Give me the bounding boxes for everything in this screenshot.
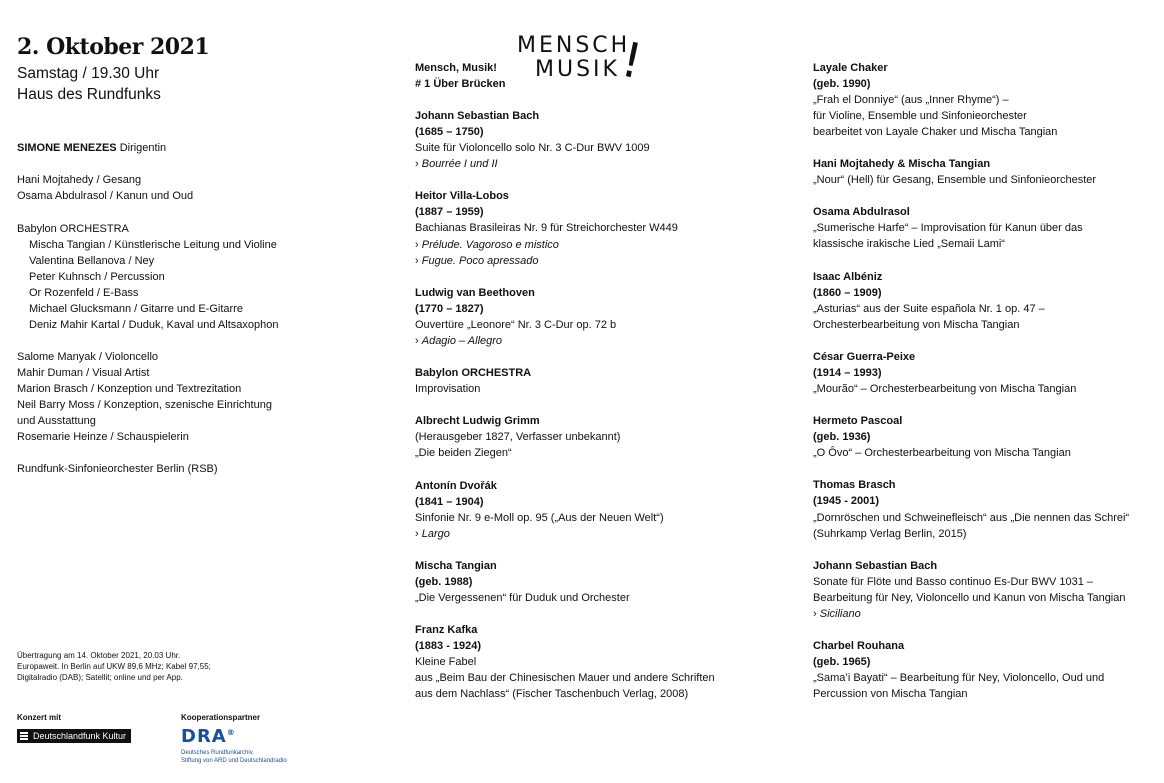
movement-line: › Fugue. Poco apressado [415,253,539,269]
broadcast-line: Europaweit. In Berlin auf UKW 89,6 MHz; Kabel 97,55; [17,662,211,671]
composer-dates: (1914 – 1993) [813,367,882,379]
work-line: „Dornröschen und Schweinefleisch“ aus „Die nennen das Schrei“ [813,512,1130,524]
concert-date: 2. Oktober 2021 [17,34,210,60]
work-line: für Violine, Ensemble und Sinfonieorchester [813,110,1027,122]
dra-logo: DRA® [181,726,236,747]
concert-time: Samstag / 19.30 Uhr [17,65,160,82]
work-line: „Sama’i Bayati“ – Bearbeitung für Ney, Violoncello, Oud und [813,672,1105,684]
ensemble-member: Mischa Tangian / Künstlerische Leitung und Violine [29,239,277,251]
composer-dates: (1945 - 2001) [813,495,880,507]
performer-line: Marion Brasch / Konzeption und Textrezitation [17,383,242,395]
composer-dates: (geb. 1965) [813,656,871,668]
work-line: Improvisation [415,383,481,395]
work-line: (Suhrkamp Verlag Berlin, 2015) [813,528,967,540]
work-line: „Mourão“ – Orchesterbearbeitung von Mischa Tangian [813,383,1077,395]
conductor-name: SIMONE MENEZES [17,142,117,154]
composer-name: Osama Abdulrasol [813,206,910,218]
conductor-line [17,140,166,156]
broadcast-line: Digitalradio (DAB); Satellit; online und per App. [17,673,183,682]
composer-dates: (1770 – 1827) [415,303,484,315]
performer-line: Mahir Duman / Visual Artist [17,367,150,379]
composer-dates: (geb. 1936) [813,431,871,443]
movement-line: › Largo [415,526,450,542]
work-line: „O Ôvo“ – Orchesterbearbeitung von Mischa Tangian [813,447,1071,459]
cooperation-label: Kooperationspartner [181,713,261,722]
composer-dates: (1860 – 1909) [813,287,882,299]
composer-name: Hani Mojtahedy & Mischa Tangian [813,158,991,170]
work-line: „Die Vergessenen“ für Duduk und Orchester [415,592,630,604]
composer-name: Isaac Albéniz [813,271,883,283]
ensemble-member: Valentina Bellanova / Ney [29,255,155,267]
work-line: „Nour“ (Hell) für Gesang, Ensemble und Sinfonieorchester [813,174,1097,186]
dra-text: Deutsches Rundfunkarchiv. Stiftung von ARD und Deutschlandradio [181,750,287,764]
composer-dates: (geb. 1988) [415,576,473,588]
composer-dates: (1883 - 1924) [415,640,482,652]
conductor-role: Dirigentin [119,142,167,154]
composer-dates: (geb. 1990) [813,78,871,90]
work-line: Bearbeitung für Ney, Violoncello und Kanun von Mischa Tangian [813,592,1126,604]
soloist-line: Osama Abdulrasol / Kanun und Oud [17,190,194,202]
composer-name: Ludwig van Beethoven [415,287,535,299]
composer-dates: (1841 – 1904) [415,496,484,508]
broadcast-line: Übertragung am 14. Oktober 2021, 20.03 Uhr. [17,651,181,660]
composer-name: Charbel Rouhana [813,640,905,652]
composer-name: Albrecht Ludwig Grimm [415,415,540,427]
movement-line: › Prélude. Vagoroso e mistico [415,237,559,253]
work-line: bearbeitet von Layale Chaker und Mischa Tangian [813,126,1058,138]
composer-name: Franz Kafka [415,624,478,636]
ensemble-member: Michael Glucksmann / Gitarre und E-Gitarre [29,303,243,315]
work-line: Orchesterbearbeitung von Mischa Tangian [813,319,1020,331]
performer-line: Salome Manyak / Violoncello [17,351,159,363]
partner1-label: Deutschlandfunk Kultur [33,731,127,741]
movement-line: › Adagio – Allegro [415,333,502,349]
composer-name: Johann Sebastian Bach [813,560,938,572]
soloist-line: Hani Mojtahedy / Gesang [17,174,142,186]
performer-line: Neil Barry Moss / Konzeption, szenische Einrichtung [17,399,272,411]
work-line: Suite für Violoncello solo Nr. 3 C-Dur BWV 1009 [415,142,650,154]
work-line: (Herausgeber 1827, Verfasser unbekannt) [415,431,621,443]
composer-name: Thomas Brasch [813,479,896,491]
mensch-musik-logo: MENSCH MUSIK [517,33,631,82]
ensemble-member: Deniz Mahir Kartal / Duduk, Kaval und Altsaxophon [29,319,279,331]
composer-dates: (1887 – 1959) [415,206,484,218]
concert-with-label: Konzert mit [17,713,61,722]
work-line: Sinfonie Nr. 9 e-Moll op. 95 („Aus der Neuen Welt“) [415,512,664,524]
ensemble-title: Babylon ORCHESTRA [17,223,129,235]
movement-line: › Siciliano [813,606,861,622]
work-line: „Die beiden Ziegen“ [415,447,512,459]
program-subtitle: # 1 Über Brücken [415,78,506,90]
work-line: aus „Beim Bau der Chinesischen Mauer und andere Schriften [415,672,715,684]
concert-venue: Haus des Rundfunks [17,86,161,103]
deutschlandfunk-kultur-logo [17,729,131,743]
ensemble-member: Or Rozenfeld / E-Bass [29,287,139,299]
work-line: „Frah el Donniye“ (aus „Inner Rhyme“) – [813,94,1009,106]
ensemble-member: Peter Kuhnsch / Percussion [29,271,165,283]
work-line: klassische irakische Lied „Semaii Lami“ [813,238,1005,250]
work-line: Bachianas Brasileiras Nr. 9 für Streichorchester W449 [415,222,678,234]
composer-name: Antonín Dvořák [415,480,497,492]
work-line: „Sumerische Harfe“ – Improvisation für Kanun über das [813,222,1083,234]
work-line: „Asturias“ aus der Suite española Nr. 1 op. 47 – [813,303,1045,315]
dlf-mark-icon [20,732,28,740]
work-line: aus dem Nachlass“ (Fischer Taschenbuch Verlag, 2008) [415,688,689,700]
movement-line: › Bourrée I und II [415,156,498,172]
program-title: Mensch, Musik! [415,62,497,74]
orchestra-line: Rundfunk-Sinfonieorchester Berlin (RSB) [17,463,218,475]
work-line: Sonate für Flöte und Basso continuo Es-Dur BWV 1031 – [813,576,1094,588]
composer-dates: (1685 – 1750) [415,126,484,138]
composer-name: Layale Chaker [813,62,888,74]
exclamation-mark-icon: ! [616,31,647,91]
registered-mark-icon: ® [226,728,236,737]
composer-name: Hermeto Pascoal [813,415,903,427]
composer-name: César Guerra-Peixe [813,351,916,363]
composer-name: Mischa Tangian [415,560,497,572]
composer-name: Heitor Villa-Lobos [415,190,509,202]
work-line: Percussion von Mischa Tangian [813,688,968,700]
work-line: Ouvertüre „Leonore“ Nr. 3 C-Dur op. 72 b [415,319,617,331]
work-line: Kleine Fabel [415,656,477,668]
composer-name: Babylon ORCHESTRA [415,367,532,379]
composer-name: Johann Sebastian Bach [415,110,540,122]
performer-line: Rosemarie Heinze / Schauspielerin [17,431,189,443]
performer-line: und Ausstattung [17,415,96,427]
